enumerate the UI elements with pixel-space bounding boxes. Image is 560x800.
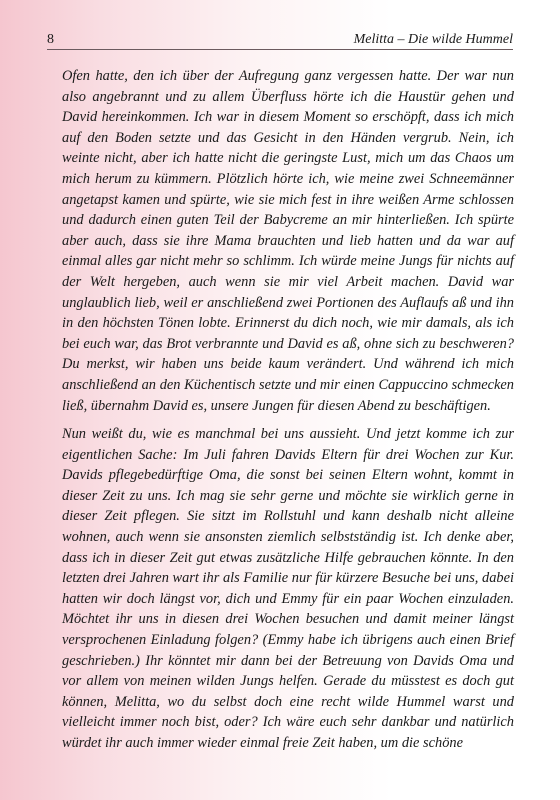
paragraph-2: Nun weißt du, wie es manchmal bei uns aussieht. Und jetzt komme ich zur eigentlichen Sache: Im Juli fahren Davids Eltern für drei Wochen zur Kur. Davids pflegebedürftige Oma, die sonst bei seinen Eltern wohnt, kommt in dieser Zeit zu uns. Ich mag sie sehr gerne und möchte sie wirklich gerne in dieser Zeit pflegen. Sie sitzt im Rollstuhl und kann deshalb nicht alleine wohnen, auch wenn sie ansonsten ziemlich selbstständig ist. Ich denke aber, dass ich in dieser Zeit gut etwas zusätzliche Hilfe gebrauchen könnte. In den letzten drei Jahren wart ihr als Familie nur für kürzere Besuche bei uns, dabei hatten wir doch längst vor, dich und Emmy für ein paar Wochen einzuladen. Möchtet ihr uns in diesen drei Wochen besuchen und damit meiner längst versprochenen Einladung folgen? (Emmy habe ich übrigens auch einen Brief geschrieben.) Ihr könntet mir dann bei der Betreuung von Davids Oma und vor allem von meinen wilden Jungs helfen. Gerade du müsstest es doch gut können, Melitta, wo du selbst doch eine recht wilde Hummel warst und vielleicht immer noch bist, oder? Ich wäre euch sehr dankbar und natürlich würdet ihr auch immer wieder einmal freie Zeit haben, um die schöne	[62, 426, 514, 751]
paragraph-1: Ofen hatte, den ich über der Aufregung ganz vergessen hatte. Der war nun also angebrannt und zu allem Überfluss hörte ich die Haustür gehen und David hereinkommen. Ich war in diesem Moment so erschöpft, dass ich mich auf den Boden setzte und das Gesicht in den Händen vergrub. Nein, ich weinte nicht, aber ich hatte nicht die geringste Lust, mich um das Chaos um mich herum zu kümmern. Plötzlich hörte ich, wie meine zwei Schneemänner angetapst kamen und spürte, wie sie mich fest in ihre weißen Arme schlossen und dadurch einen guten Teil der Babycreme an mir hinterließen. Ich spürte aber auch, dass sie ihre Mama brauchten und lieb hatten und da war auf einmal alles gar nicht mehr so schlimm. Ich würde meine Jungs für nichts auf der Welt hergeben, auch wenn sie mir viel Arbeit machen. David war unglaublich lieb, weil er anschließend zwei Portionen des Auflaufs aß und ihn in den höchsten Tönen lobte. Erinnerst du dich noch, wie mir damals, als ich bei euch war, das Brot verbrannte und David es aß, ohne sich zu beschweren? Du merkst, wir haben uns beide kaum verändert. Und während ich mich anschließend an den Küchentisch setzte und mir einen Cappuccino schmecken ließ, übernahm David es, unsere Jungen für diesen Abend zu beschäftigen.	[62, 68, 514, 414]
running-title: Melitta – Die wilde Hummel	[353, 32, 513, 47]
header-rule	[47, 49, 513, 50]
body-text	[62, 66, 514, 754]
page-number: 8	[47, 32, 54, 47]
running-header	[47, 26, 513, 48]
